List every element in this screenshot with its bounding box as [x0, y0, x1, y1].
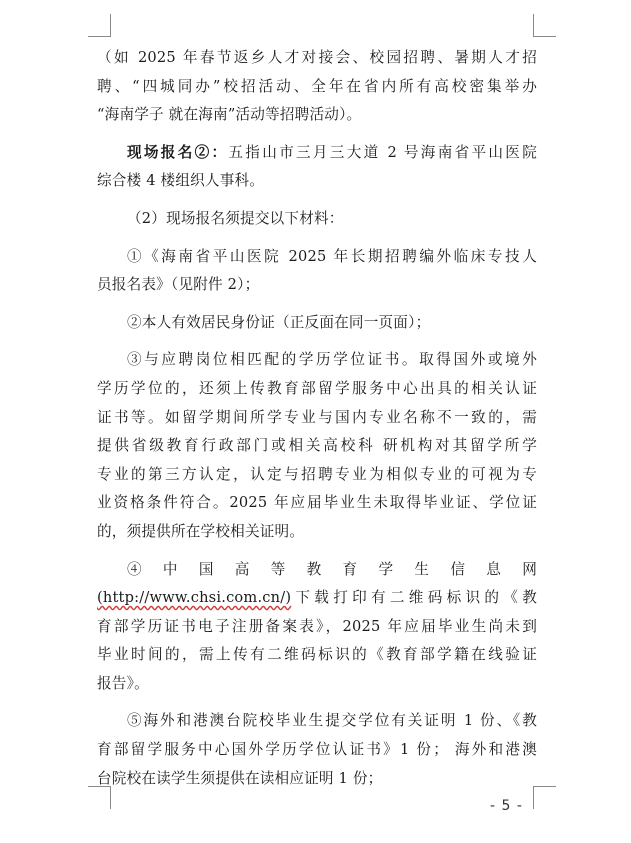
- text-line: ②本人有效居民身份证（正反面在同一页面）；: [127, 313, 431, 331]
- chsi-download-text: 下载打印有二维码标识的《教: [291, 589, 537, 607]
- text-line: 台院校在读学生须提供在读相应证明 1 份；: [97, 769, 383, 787]
- text-line: 业资格条件符合。2025 年应届毕业生未取得毕业证、学位证: [97, 494, 537, 512]
- text-line: 综合楼 4 楼组织人事科。: [97, 172, 265, 190]
- list-item-chsi-report: [97, 556, 537, 699]
- paragraph-materials-heading: [97, 205, 537, 234]
- text-line: ③与应聘岗位相匹配的学历学位证书。取得国外或境外: [127, 351, 537, 369]
- text-line: 学历学位的，还须上传教育部留学服务中心出具的相关认证: [97, 379, 537, 397]
- text-line: 的，须提供所在学校相关证明。: [97, 522, 305, 540]
- text-line: [97, 584, 537, 613]
- text-line: 专业的第三方认定，认定与招聘专业为相似专业的可视为专: [97, 465, 537, 483]
- text-line: “海南学子 就在海南”活动等招聘活动）。: [97, 106, 362, 124]
- text-line: 毕业时间的，需上传有二维码标识的《教育部学籍在线验证: [97, 646, 537, 664]
- crop-mark-top-right: [533, 14, 556, 37]
- text-line: 证书等。如留学期间所学专业与国内专业名称不一致的，需: [97, 408, 537, 426]
- text-line: ④ 中 国 高 等 教 育 学 生 信 息 网: [127, 560, 537, 578]
- text-line: 育部留学服务中心国外学历学位认证书》1 份； 海外和港澳: [97, 741, 537, 759]
- text-line: ①《海南省平山医院 2025 年长期招聘编外临床专技人: [127, 247, 537, 265]
- text-line: 员报名表》（见附件 2）；: [97, 276, 260, 294]
- onsite-registration-label: 现场报名②：: [127, 143, 229, 161]
- text-line: [97, 139, 537, 168]
- page-number: - 5 -: [490, 798, 523, 814]
- document-body: [97, 44, 537, 793]
- onsite-registration-address: 五指山市三月三大道 2 号海南省平山医院: [228, 143, 537, 161]
- list-item-application-form: [97, 243, 537, 300]
- text-line: （2）现场报名须提交以下材料：: [127, 209, 344, 227]
- text-line: 提供省级教育行政部门或相关高校科 研机构对其留学所学: [97, 437, 537, 455]
- list-item-id-card: [97, 309, 537, 338]
- text-line: 报告》。: [97, 674, 149, 692]
- paragraph-recruitment-events: [97, 44, 537, 130]
- chsi-url-link[interactable]: (http://www.chsi.com.cn/): [97, 589, 292, 607]
- text-line: （如 2025 年春节返乡人才对接会、校园招聘、暑期人才招: [97, 49, 537, 66]
- text-line: ⑤海外和港澳台院校毕业生提交学位有关证明 1 份、《教: [127, 712, 537, 730]
- crop-mark-top-left: [88, 14, 111, 37]
- list-item-degree-certificates: [97, 346, 537, 546]
- text-line: 育部学历证书电子注册备案表》，2025 年应届毕业生尚未到: [97, 617, 537, 635]
- list-item-overseas-graduates: [97, 707, 537, 793]
- text-line: 聘、“四城同办”校招活动、全年在省内所有高校密集举办: [97, 77, 537, 95]
- paragraph-onsite-registration-2: [97, 139, 537, 196]
